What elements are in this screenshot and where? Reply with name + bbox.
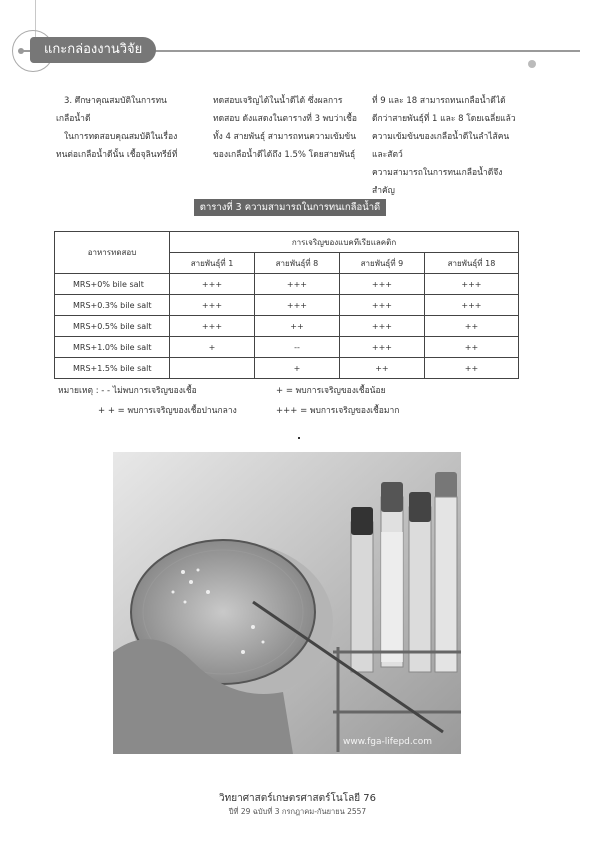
text-line: ทั้ง 4 สายพันธุ์ สามารถทนความเข้มข้น: [213, 132, 357, 142]
table-row: [55, 358, 519, 379]
value-cell: +++: [424, 274, 518, 295]
value-cell: ++: [339, 358, 424, 379]
value-cell: +++: [339, 295, 424, 316]
value-cell: +: [170, 337, 255, 358]
strain-header: สายพันธุ์ที่ 8: [254, 253, 339, 274]
value-cell: ++: [254, 316, 339, 337]
medium-cell: MRS+0.3% bile salt: [55, 295, 170, 316]
legend-medium: + + = พบการเจริญของเชื้อปานกลาง: [98, 406, 237, 416]
table-row: [55, 295, 519, 316]
text-line: ทดสอบ ดังแสดงในตารางที่ 3 พบว่าเชื้อ: [213, 114, 358, 124]
text-line: เกลือน้ำดี: [56, 114, 91, 124]
text-line: ที่ 9 และ 18 สามารถทนเกลือน้ำดีได้: [372, 96, 506, 106]
section-title: แกะกล่องงานวิจัย: [30, 37, 156, 63]
bile-salt-tolerance-table: [54, 231, 519, 379]
value-cell: +++: [339, 337, 424, 358]
legend-low: + = พบการเจริญของเชื้อน้อย: [276, 386, 386, 396]
value-cell: [170, 358, 255, 379]
value-cell: +++: [170, 274, 255, 295]
medium-cell: MRS+0.5% bile salt: [55, 316, 170, 337]
text-line: ดีกว่าสายพันธุ์ที่ 1 และ 8 โดยเฉลี่ยแล้ว: [372, 114, 516, 124]
text-column-3: [372, 92, 522, 200]
group-header: การเจริญของแบคทีเรียแลคติก: [170, 232, 519, 253]
value-cell: +++: [424, 295, 518, 316]
value-cell: +++: [254, 295, 339, 316]
header-dot-ornament: [18, 48, 24, 54]
value-cell: ++: [424, 358, 518, 379]
legend-prefix: หมายเหตุ :: [58, 386, 99, 396]
value-cell: +: [254, 358, 339, 379]
footer-journal: วิทยาศาสตร์เกษตรศาสตร์โนโลยี 76: [219, 793, 376, 804]
table-row: [55, 274, 519, 295]
value-cell: +++: [170, 295, 255, 316]
text-line: ทนต่อเกลือน้ำดีนั้น เชื้อจุลินทรีย์ที่: [56, 150, 178, 160]
medium-cell: MRS+0% bile salt: [55, 274, 170, 295]
lab-photo: [113, 452, 461, 754]
table-row: [55, 316, 519, 337]
medium-cell: MRS+1.5% bile salt: [55, 358, 170, 379]
dot-mark: [298, 437, 300, 439]
text-column-2: [213, 92, 363, 164]
value-cell: ++: [424, 316, 518, 337]
text-line: ทดสอบเจริญได้ในน้ำดีได้ ซึ่งผลการ: [213, 96, 343, 106]
legend-none: [58, 384, 197, 398]
medium-header: อาหารทดสอบ: [55, 232, 170, 274]
value-cell: +++: [339, 316, 424, 337]
medium-cell: MRS+1.0% bile salt: [55, 337, 170, 358]
footer-issue: ปีที่ 29 ฉบับที่ 3 กรกฎาคม-กันยายน 2557: [228, 807, 367, 816]
table-caption: ตารางที่ 3 ความสามารถในการทนเกลือน้ำดี: [194, 199, 386, 216]
photo-watermark: www.fga-lifepd.com: [343, 737, 432, 747]
text-line: ความสามารถในการทนเกลือน้ำดีจึงสำคัญ: [372, 168, 503, 196]
text-column-1: [56, 92, 206, 164]
legend-none-text: - - ไม่พบการเจริญของเชื้อ: [101, 386, 197, 396]
lab-photo-illustration: [113, 452, 461, 754]
header-end-dot: [528, 60, 536, 68]
text-line: ความเข้มข้นของเกลือน้ำดีในลำไส้คนและสัตว์: [372, 132, 510, 160]
value-cell: +++: [254, 274, 339, 295]
value-cell: --: [254, 337, 339, 358]
text-line: 3. ศึกษาคุณสมบัติในการทน: [64, 96, 167, 106]
strain-header: สายพันธุ์ที่ 18: [424, 253, 518, 274]
strain-header: สายพันธุ์ที่ 1: [170, 253, 255, 274]
legend-high: +++ = พบการเจริญของเชื้อมาก: [276, 406, 400, 416]
text-line: ของเกลือน้ำดีได้ถึง 1.5% โดยสายพันธุ์: [213, 150, 356, 160]
table-header-row: [55, 232, 519, 253]
value-cell: +++: [170, 316, 255, 337]
value-cell: +++: [339, 274, 424, 295]
strain-header: สายพันธุ์ที่ 9: [339, 253, 424, 274]
text-line: ในการทดสอบคุณสมบัติในเรื่อง: [64, 132, 178, 142]
table-row: [55, 337, 519, 358]
value-cell: ++: [424, 337, 518, 358]
